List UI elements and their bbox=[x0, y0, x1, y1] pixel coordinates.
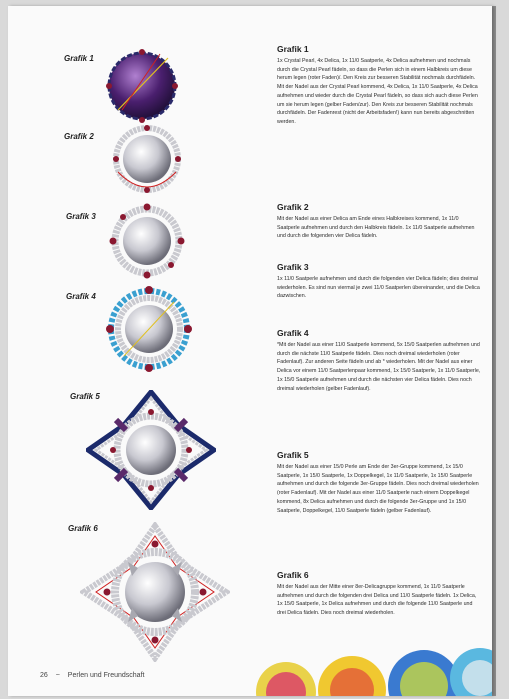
section-title: Grafik 4 bbox=[277, 328, 309, 338]
figure-label-4: Grafik 4 bbox=[66, 292, 96, 301]
section-text: 1x 11/0 Saatperle aufnehmen und durch die folgenden vier Delica fädeln; dies dreimal wiederholen. Es sind nun viermal je zwei 11/0 Saatperlen übereinander, und die Delica dazwischen. bbox=[277, 276, 480, 300]
figure-label-6: Grafik 6 bbox=[68, 524, 98, 533]
figure-label-3: Grafik 3 bbox=[66, 212, 96, 221]
section-text: Mit der Nadel aus einer 15/0 Perle am Ende der 3er-Gruppe kommend, 1x 15/0 Saatperle, 1x 15/0 Saatperle, 1x Doppelkegel, 1x 11/0 Saatperle, 1x 15/0 Saatperle aufnehmen und durch die folgende 3er-Gruppe fädeln. Dies noch dreimal wiederholen (roter Fadenlauf). Mit der Nadel aus einer 11/0 Saatperle nach einem Doppelkegel kommend, 8x Delica aufnehmen und durch die folgende 3er-Gruppe und 1x 15/0 Saatperle, Doppelkegel, 11/0 Saatperle fädeln (gelber Fadenlauf). bbox=[277, 464, 479, 514]
figure-label-1: Grafik 1 bbox=[64, 54, 94, 63]
figure-1-diagram bbox=[100, 44, 184, 128]
section-text: Mit der Nadel aus einer Delica am Ende eines Halbkreises kommend, 1x 11/0 Saatperle aufnehmen und durch den Halbkreis fädeln. 1x 11/0 Saatperle aufnehmen und durch die folgenden vier Delica fädeln. bbox=[277, 216, 475, 240]
section-grafik-4 bbox=[277, 328, 482, 393]
footer-separator: ~ bbox=[55, 672, 60, 679]
page-number: 26 bbox=[40, 672, 48, 679]
section-title: Grafik 2 bbox=[277, 202, 309, 212]
section-title: Grafik 6 bbox=[277, 570, 309, 580]
section-grafik-1 bbox=[277, 44, 482, 127]
section-text: 1x Crystal Pearl, 4x Delica, 1x 11/0 Saatperle, 4x Delica aufnehmen und nochmals durch die Crystal Pearl fädeln, so dass die Perlen sich in einem Halbkreis um diese herum legen (roter Faden)/. Den Kreis zur besseren Stabilität nochmals durchfädeln. Mit der Nadel aus der Crystal Pearl kommend, 4x Delica, 1x 11/0 Saatperle, 4x Delica aufnehmen und wieder durch die Crystal Pearl fädeln, so dass sich auch diese Perlen um sie herum legen (gelber Faden/zur). Den Kreis zur besseren Stabilität nochmals durchfädeln. Der Fadenrest (nicht der Arbeitsfaden!) kann nun bereits abgeschnitten werden. bbox=[277, 58, 478, 125]
section-title: Grafik 3 bbox=[277, 262, 309, 272]
section-grafik-3 bbox=[277, 262, 482, 301]
section-text: *Mit der Nadel aus einer 11/0 Saatperle kommend, 5x 15/0 Saatperlen aufnehmen und durch die nächste 11/0 Saatperle fädeln. Dies noch dreimal wiederholen (roter Fadenlauf). Zur anderen Seite fädeln und ab * wiederholen. Mit der Nadel aus einer Delica vor einem 11/0 Saatperlenpaar kommend, 1x 15/0 Saatperle, 1x 11/0 Saatperle, 1x 15/0 Saatperle aufnehmen und durch die nächsten vier Delica fädeln. Dies noch dreimal wiederholen (gelber Fadenlauf). bbox=[277, 342, 481, 392]
page-footer bbox=[40, 672, 150, 679]
section-title: Grafik 5 bbox=[277, 450, 309, 460]
section-grafik-6 bbox=[277, 570, 482, 618]
figure-3-diagram bbox=[108, 202, 186, 280]
figure-2-diagram bbox=[110, 122, 184, 196]
section-grafik-2 bbox=[277, 202, 482, 241]
book-page bbox=[8, 6, 492, 696]
book-title: Perlen und Freundschaft bbox=[67, 672, 145, 679]
figure-5-diagram bbox=[86, 390, 216, 510]
section-title: Grafik 1 bbox=[277, 44, 309, 54]
figure-label-2: Grafik 2 bbox=[64, 132, 94, 141]
decorative-circles bbox=[256, 642, 492, 696]
figure-label-5: Grafik 5 bbox=[70, 392, 100, 401]
figure-4-diagram bbox=[104, 284, 194, 374]
section-text: Mit der Nadel aus der Mitte einer 8er-Delicagruppe kommend, 1x 11/0 Saatperle aufnehmen und durch die folgenden drei Delica und 11/0 Saatperle fädeln. 1x Delica, 1x 15/0 Saatperle, 1x Delica aufnehmen und durch die folgende 11/0 Saatperle und drei Delica fädeln. Dies noch dreimal wiederholen. bbox=[277, 584, 477, 617]
figure-6-diagram bbox=[80, 522, 230, 662]
page-edge bbox=[492, 6, 496, 696]
section-grafik-5 bbox=[277, 450, 482, 515]
